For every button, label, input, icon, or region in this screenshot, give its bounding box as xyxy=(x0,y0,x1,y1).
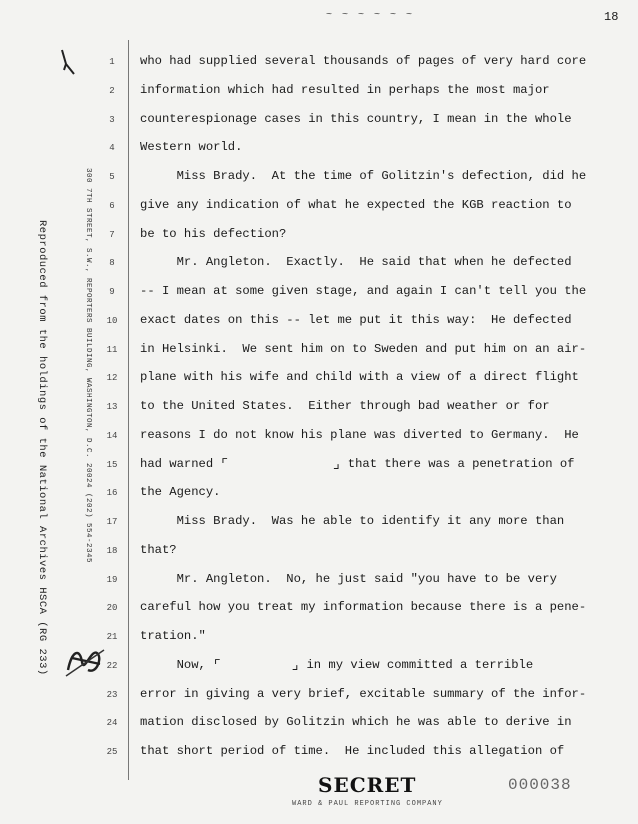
transcript-line xyxy=(140,658,610,673)
transcript-line: Miss Brady. Was he able to identify it any more than xyxy=(140,514,565,528)
transcript-line: careful how you treat my information because there is a pene- xyxy=(140,600,587,615)
line-number: 17 xyxy=(106,517,118,527)
transcript-line: that? xyxy=(140,542,177,557)
line-number: 7 xyxy=(109,229,115,240)
transcript-line: Miss Brady. At the time of Golitzin's defection, did he xyxy=(140,169,587,183)
transcript-line: who had supplied several thousands of pages of very hard core xyxy=(140,54,587,68)
line-number: 1 xyxy=(109,57,115,67)
margin-rule xyxy=(128,40,129,780)
line-number: 13 xyxy=(106,402,118,412)
transcript-line: give any indication of what he expected the KGB reaction to xyxy=(140,197,572,212)
line-number: 8 xyxy=(109,258,115,269)
transcript-line: in Helsinki. We sent him on to Sweden and put him on an air- xyxy=(140,341,587,356)
line-number: 24 xyxy=(106,718,118,729)
transcript-line: Mr. Angleton. Exactly. He said that when he defected xyxy=(140,255,572,270)
page-number: 18 xyxy=(604,10,619,24)
line-text-before-redaction: Now, xyxy=(140,657,214,672)
transcript-line: -- I mean at some given stage, and again I can't tell you the xyxy=(140,284,587,298)
line-text-after-redaction: that there was a penetration of xyxy=(340,456,575,471)
line-number: 16 xyxy=(106,488,118,499)
transcript-line: the Agency. xyxy=(140,485,221,500)
line-number: 18 xyxy=(106,545,118,556)
transcript-line: tration." xyxy=(140,629,206,643)
transcript-line: information which had resulted in perhaps the most major xyxy=(140,82,550,97)
transcript-line: counterespionage cases in this country, I mean in the whole xyxy=(140,111,572,126)
line-number: 11 xyxy=(106,344,118,355)
redaction-brackets: ⌜ ⌟ xyxy=(213,657,300,674)
line-number: 23 xyxy=(106,689,118,700)
line-number: 12 xyxy=(106,373,118,384)
line-number: 10 xyxy=(106,315,118,326)
transcript-line: Western world. xyxy=(140,140,243,155)
line-number: 9 xyxy=(109,287,115,297)
transcript-line: Mr. Angleton. No, he just said "you have to be very xyxy=(140,571,557,586)
line-number: 6 xyxy=(109,200,115,211)
transcript-line: plane with his wife and child with a view of a direct flight xyxy=(140,370,579,385)
transcript-line: to the United States. Either through bad weather or for xyxy=(140,399,550,413)
transcript-line: be to his defection? xyxy=(140,226,287,241)
classification-stamp: SECRET xyxy=(318,773,417,797)
transcript-line: error in giving a very brief, excitable summary of the infor- xyxy=(140,686,587,701)
line-number: 15 xyxy=(106,459,118,470)
transcript-line: that short period of time. He included this allegation of xyxy=(140,744,565,758)
line-number: 3 xyxy=(109,114,115,125)
header-mark: ~ ~ ~ ~ ~ ~ xyxy=(326,10,415,21)
transcript-line: reasons I do not know his plane was diverted to Germany. He xyxy=(140,427,579,442)
reporter-address: 300 7TH STREET, S.W., REPORTERS BUILDING, WASHINGTON, D.C. 20024 (202) 554-2345 xyxy=(84,168,92,564)
line-text-after-redaction: in my view committed a terrible xyxy=(299,657,534,672)
line-text-before-redaction: had warned xyxy=(140,456,221,471)
line-number: 21 xyxy=(106,632,118,642)
line-number: 25 xyxy=(106,747,118,757)
archive-reproduction-note: Reproduced from the holdings of the National Archives HSCA (RG 233) xyxy=(36,220,48,676)
transcript-line: mation disclosed by Golitzin which he was able to derive in xyxy=(140,715,572,730)
document-id: 000038 xyxy=(508,776,572,794)
transcript-line xyxy=(140,457,610,472)
corner-scribble-mark xyxy=(56,48,80,78)
line-number: 19 xyxy=(106,574,118,585)
line-number: 14 xyxy=(106,430,118,441)
redaction-brackets: ⌜ ⌟ xyxy=(220,456,341,473)
line-number: 22 xyxy=(106,660,118,671)
reporting-company: WARD & PAUL REPORTING COMPANY xyxy=(292,800,443,808)
line-number: 2 xyxy=(109,85,115,96)
line-number: 4 xyxy=(109,143,115,154)
transcript-line: exact dates on this -- let me put it this way: He defected xyxy=(140,312,572,327)
line-number: 5 xyxy=(109,172,115,182)
line-number: 20 xyxy=(106,603,118,614)
